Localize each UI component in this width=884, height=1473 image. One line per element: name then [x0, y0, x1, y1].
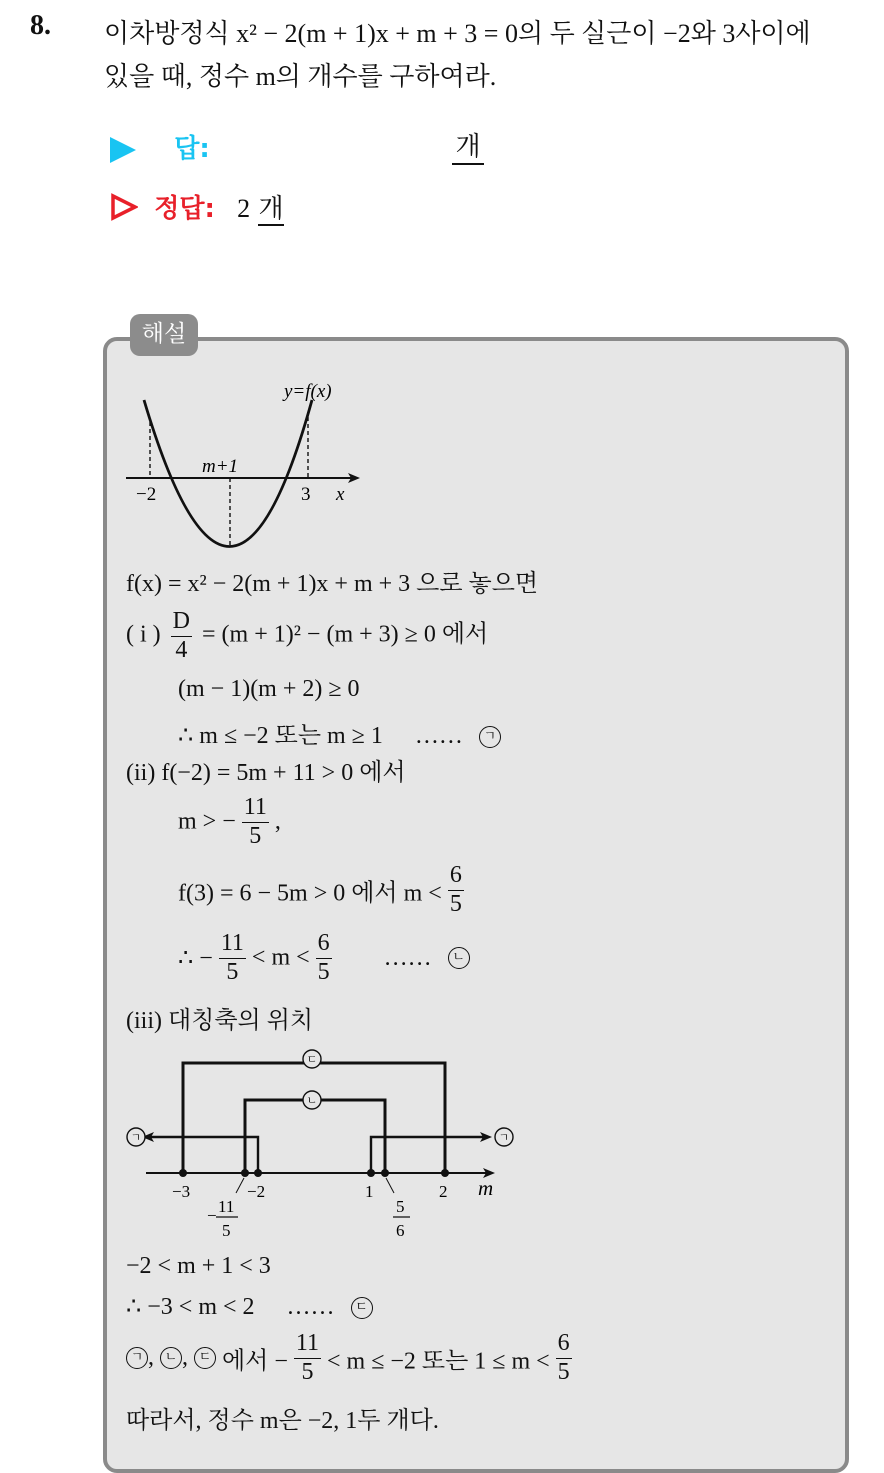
ray-right-mark-1: [371, 1137, 486, 1173]
case-ii-line-4: [178, 930, 470, 986]
fraction-6-over-5: [316, 930, 332, 986]
ellipsis: ……: [414, 723, 463, 749]
case-i-line-2: (m − 1)(m + 2) ≥ 0: [178, 676, 360, 702]
circled-mark-2: ㄴ: [160, 1347, 182, 1369]
case-iii-title: (iii) 대칭축의 위치: [126, 1008, 314, 1034]
final-conclusion: 따라서, 정수 m은 −2, 1두 개다.: [126, 1408, 439, 1434]
answer-unit: 개: [452, 126, 484, 165]
circled-mark-1: ㄱ: [126, 1347, 148, 1369]
case-iii-line-2: −2 < m + 1 < 3: [126, 1253, 271, 1279]
circled-mark-3: ㄷ: [194, 1347, 216, 1369]
tick-2: 2: [439, 1182, 448, 1201]
fraction-denominator: 5: [301, 1358, 314, 1385]
case-ii-line-3: [178, 862, 464, 918]
tick-minus-2: −2: [247, 1182, 266, 1201]
tick-1: 1: [365, 1182, 374, 1201]
therefore-minus: ∴ −: [178, 945, 213, 972]
case-i-prefix: ( i ): [126, 621, 161, 648]
frac-left-den: 5: [222, 1221, 231, 1240]
parabola-graph: [120, 375, 370, 560]
tick-minus-3: −3: [172, 1182, 191, 1201]
ellipsis: ……: [383, 944, 432, 971]
question-line-1: 이차방정식 x² − 2(m + 1)x + m + 3 = 0의 두 실근이 −2와 3사이에: [104, 19, 811, 48]
tick-minus-2: −2: [136, 484, 157, 505]
case-i-line-3: [178, 715, 501, 750]
bracket-mark-2: [245, 1100, 385, 1173]
point-minus-3: [179, 1169, 187, 1177]
function-definition: f(x) = x² − 2(m + 1)x + m + 3 으로 놓으면: [126, 571, 539, 597]
circled-mark-2-label: ㄴ: [306, 1094, 318, 1107]
circled-mark-1-left-label: ㄱ: [130, 1131, 142, 1144]
circled-mark-2: ㄴ: [448, 947, 470, 969]
frac-right-num: 5: [396, 1197, 405, 1216]
question-line-2: 있을 때, 정수 m의 개수를 구하여라.: [104, 62, 497, 91]
point-minus-11-over-5: [241, 1169, 249, 1177]
case-ii-line-3-text: f(3) = 6 − 5m > 0 에서 m <: [178, 880, 442, 907]
fraction-numerator: 11: [219, 930, 246, 959]
case-i-conclusion: ∴ m ≤ −2 또는 m ≥ 1: [178, 723, 383, 749]
circled-mark-3-label: ㄷ: [306, 1053, 318, 1066]
combine-eseo: 에서 −: [222, 1348, 288, 1375]
ellipsis: ……: [286, 1294, 335, 1320]
fraction-11-over-5: [294, 1330, 321, 1386]
fraction-numerator: D: [171, 608, 192, 637]
tick-3: 3: [301, 484, 311, 505]
fraction-numerator: 11: [294, 1330, 321, 1359]
correct-answer-unit: 개: [258, 194, 284, 224]
circled-mark-1: ㄱ: [479, 726, 501, 748]
fraction-numerator: 6: [448, 862, 464, 891]
question-text: [104, 12, 811, 98]
fraction-11-over-5: [242, 794, 269, 850]
circled-mark-3: ㄷ: [351, 1297, 373, 1319]
correct-answer-label: 정답:: [154, 194, 215, 224]
frac-left-sign: −: [207, 1206, 217, 1225]
point-2: [441, 1169, 449, 1177]
function-label: y=f(x): [284, 381, 332, 402]
m-axis-label: m: [478, 1176, 494, 1200]
vertex-label: m+1: [202, 456, 239, 477]
fraction-numerator: 6: [556, 1330, 572, 1359]
outline-triangle-icon: [110, 193, 138, 228]
fraction-numerator: 6: [316, 930, 332, 959]
separator: ,: [182, 1344, 194, 1371]
fraction-denominator: 5: [226, 958, 239, 985]
case-iii-line-3: [126, 1292, 373, 1321]
combine-line: [126, 1330, 572, 1386]
separator: ,: [148, 1344, 160, 1371]
case-i-line-1: [126, 608, 488, 664]
frac-left-num: 11: [218, 1197, 235, 1216]
question-number: 8.: [30, 10, 51, 41]
case-i-expression: = (m + 1)² − (m + 3) ≥ 0 에서: [202, 621, 489, 648]
fraction-11-over-5: [219, 930, 246, 986]
answer-label: 답:: [174, 134, 210, 164]
point-5-over-6: [381, 1169, 389, 1177]
combine-middle: < m ≤ −2 또는 1 ≤ m <: [327, 1348, 550, 1375]
case-ii-line-2-prefix: m > −: [178, 808, 236, 835]
circled-mark-1-right-label: ㄱ: [498, 1131, 510, 1144]
inequality-middle: < m <: [251, 944, 310, 971]
fraction-6-over-5: [556, 1330, 572, 1386]
play-triangle-icon: [110, 137, 136, 163]
fraction-denominator: 5: [317, 958, 330, 985]
fraction-denominator: 4: [175, 636, 188, 663]
x-axis-label: x: [336, 484, 345, 505]
fraction-6-over-5: [448, 862, 464, 918]
ray-left-mark-1: [148, 1137, 258, 1173]
correct-answer-value: 2: [237, 194, 251, 223]
fraction-numerator: 11: [242, 794, 269, 823]
frac-right-den: 6: [396, 1221, 405, 1240]
case-iii-conclusion: ∴ −3 < m < 2: [126, 1294, 255, 1320]
pointer-right: [386, 1178, 394, 1193]
point-minus-2: [254, 1169, 262, 1177]
answer-row: [110, 128, 210, 165]
case-ii-line-1: (ii) f(−2) = 5m + 11 > 0 에서: [126, 760, 406, 786]
fraction-d-over-4: [171, 608, 192, 664]
solution-tag: 해설: [130, 314, 198, 356]
point-1: [367, 1169, 375, 1177]
pointer-left: [236, 1178, 244, 1193]
case-ii-line-2: [178, 794, 281, 850]
number-line-diagram: [120, 1045, 540, 1245]
fraction-denominator: 5: [449, 890, 462, 917]
comma: ,: [274, 808, 281, 835]
fraction-denominator: 5: [249, 822, 262, 849]
bracket-mark-3: [183, 1063, 445, 1173]
fraction-denominator: 5: [557, 1358, 570, 1385]
correct-answer-row: [110, 188, 284, 228]
